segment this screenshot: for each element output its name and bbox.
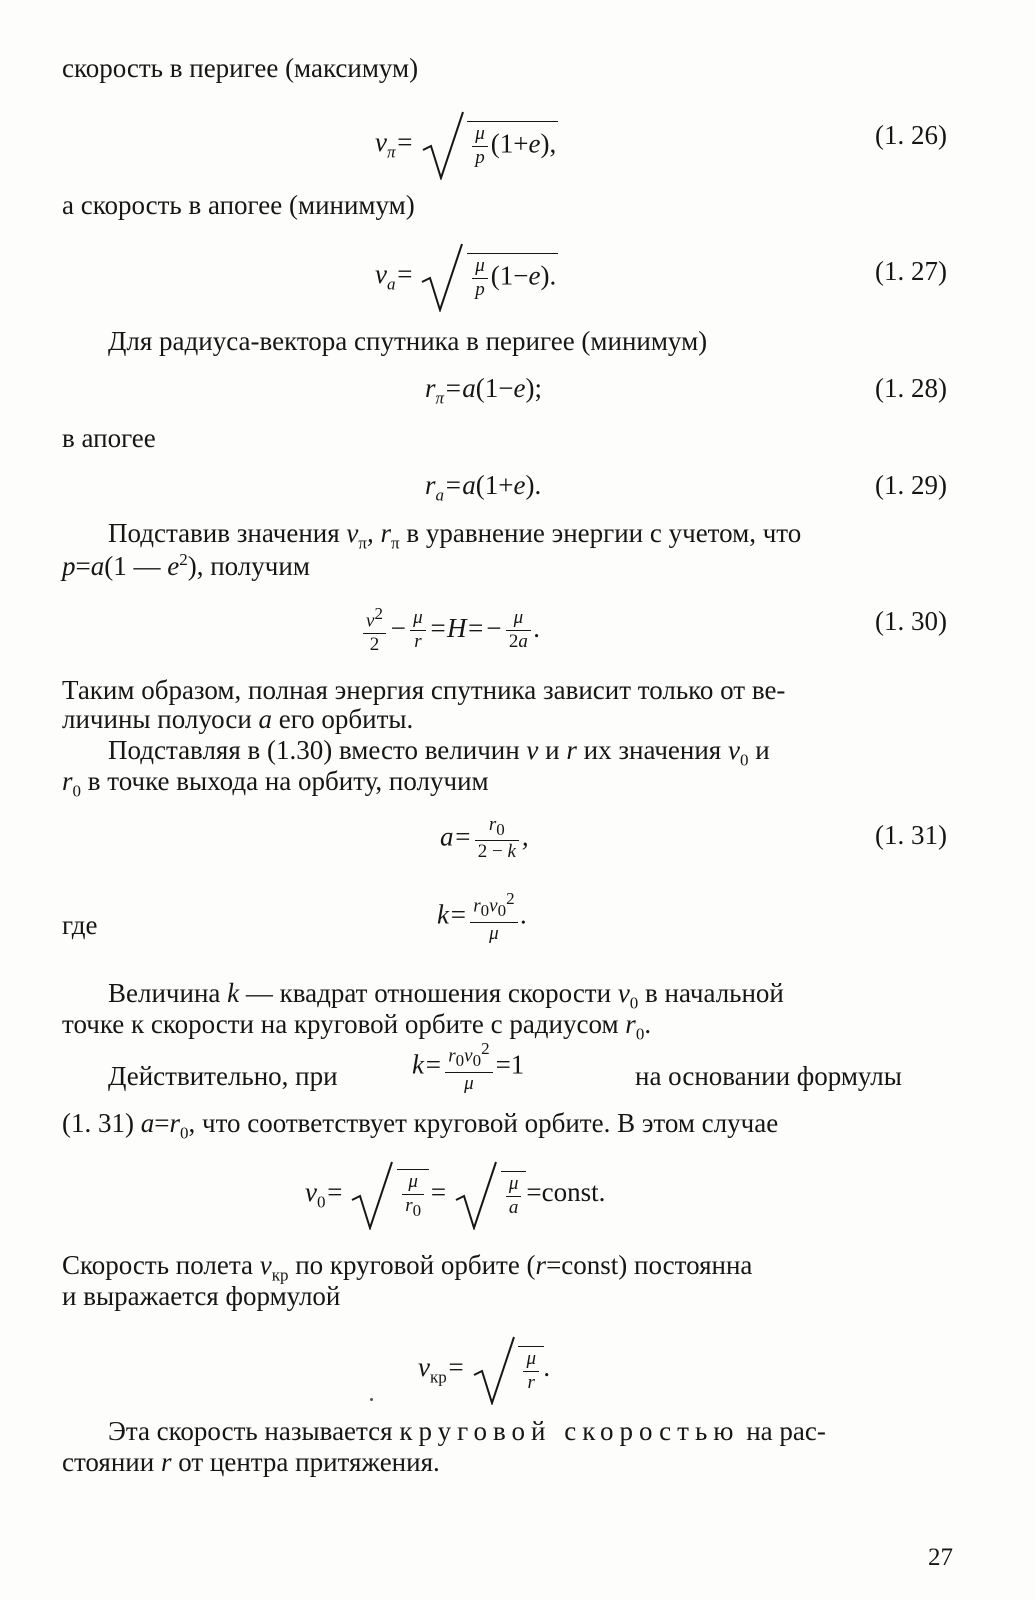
text-segment: стоянии bbox=[62, 1447, 155, 1477]
text-segment: их значения bbox=[583, 735, 722, 765]
text-line: личины полуоси a его орбиты. bbox=[62, 704, 414, 734]
equation-v0-const: $v_0=$ $\frac{\mu}{r_0}$ = $\frac{\mu}{a}$ =const. bbox=[305, 1160, 605, 1230]
equation-k: k= $\frac{r_0v_0^2}{\mu}$ . bbox=[437, 889, 528, 944]
text-line: скорость в перигее (максимум) bbox=[62, 53, 419, 83]
equation-1-30: $\frac{v^2}{2}$ − $\frac{\mu}{r}$ =H=− $\frac{\mu}{2a}$ . bbox=[360, 605, 541, 656]
text-line: в апогее bbox=[62, 423, 156, 453]
text-segment: (1. 31) bbox=[62, 1108, 134, 1138]
sqrt-symbol: $\frac{\mu}{r}$ bbox=[472, 1335, 544, 1405]
equation-1-27: $v_a=$ $\frac{\mu}{p}$ (1−e). bbox=[375, 242, 558, 312]
equation-1-31: a= $\frac{r_0}{2 - k}$ , bbox=[440, 814, 529, 863]
text-line: Подставив значения $v_\pi$, $r_\pi$ в уравнение энергии с учетом, что bbox=[108, 518, 802, 553]
text-line: Подставляя в (1.30) вместо величин v и r их значения $v_0$ и bbox=[108, 735, 770, 770]
text-segment: на рас- bbox=[746, 1416, 826, 1446]
text-segment: и bbox=[545, 735, 560, 765]
text-line: $r_0$ в точке выхода на орбиту, получим bbox=[62, 766, 489, 801]
sqrt-symbol: $\frac{\mu}{a}$ bbox=[454, 1160, 526, 1230]
sqrt-symbol: $\frac{\mu}{p}$ (1−e). bbox=[420, 242, 558, 312]
text-segment: ) постоянна bbox=[618, 1250, 753, 1280]
text-segment: его орбиты. bbox=[278, 704, 414, 734]
text-line: на основании формулы bbox=[635, 1061, 902, 1091]
text-segment: точке к скорости на круговой орбите с радиусом bbox=[62, 1009, 619, 1039]
text-line: Величина k — квадрат отношения скорости $v_0$ в начальной bbox=[108, 978, 784, 1013]
text-line: где bbox=[62, 910, 98, 940]
text-line: (1. 31) $a=r_0$, что соответствует круговой орбите. В этом случае bbox=[62, 1108, 779, 1143]
text-segment: от центра притяжения. bbox=[178, 1447, 440, 1477]
equation-v-kr: $v_{кр}=$ $\frac{\mu}{r}$ . bbox=[418, 1335, 551, 1405]
equation-number: (1. 29) bbox=[875, 470, 947, 500]
text-line: и выражается формулой bbox=[62, 1281, 341, 1311]
text-line: Для радиуса-вектора спутника в перигее (минимум) bbox=[108, 326, 708, 356]
text-segment: Скорость полета bbox=[62, 1250, 253, 1280]
text-segment: Подставив значения bbox=[108, 518, 340, 548]
text-line bbox=[108, 1418, 826, 1445]
sqrt-symbol: $\frac{\mu}{p}$ (1+e), bbox=[421, 110, 559, 180]
text-segment: Подставляя в (1.30) вместо величин bbox=[108, 735, 520, 765]
text-segment: Эта скорость называется bbox=[108, 1416, 393, 1446]
text-segment: в уравнение энергии с учетом, что bbox=[406, 518, 802, 548]
text-segment: и bbox=[755, 735, 770, 765]
text-line: стоянии r от центра притяжения. bbox=[62, 1447, 440, 1477]
equation-number: (1. 31) bbox=[875, 820, 947, 850]
text-segment-spaced: круговой скоростью bbox=[399, 1416, 740, 1446]
page-number: 27 bbox=[928, 1544, 953, 1571]
text-segment: в начальной bbox=[645, 978, 784, 1008]
text-line: точке к скорости на круговой орбите с радиусом $r_0$. bbox=[62, 1009, 652, 1044]
equation-k-equals-1: k= $\frac{r_0v_0^2}{\mu}$ =1 bbox=[412, 1039, 525, 1094]
print-speck bbox=[370, 1398, 373, 1401]
text-line: а скорость в апогее (минимум) bbox=[62, 190, 415, 220]
text-segment: в точке выхода на орбиту, получим bbox=[87, 766, 489, 796]
equation-1-26: $v_\pi=$ $\frac{\mu}{p}$ (1+e), bbox=[375, 110, 558, 180]
text-segment: — квадрат отношения скорости bbox=[245, 978, 612, 1008]
equation-1-29: $r_a=a(1+e)$. bbox=[425, 470, 542, 505]
text-line: Действительно, при bbox=[108, 1061, 338, 1091]
text-segment: , получим bbox=[196, 551, 310, 581]
text-line: Скорость полета $v_{кр}$ по круговой орбите (r=const) постоянна bbox=[62, 1250, 753, 1285]
text-segment: Величина bbox=[108, 978, 221, 1008]
equation-number: (1. 28) bbox=[875, 373, 947, 403]
equation-number: (1. 26) bbox=[875, 120, 947, 150]
equation-number: (1. 30) bbox=[875, 606, 947, 636]
text-segment: личины полуоси bbox=[62, 704, 252, 734]
text-line: Таким образом, полная энергия спутника зависит только от ве- bbox=[62, 675, 786, 705]
sqrt-symbol: $\frac{\mu}{r_0}$ bbox=[350, 1160, 429, 1230]
text-segment: , что соответствует круговой орбите. В этом случае bbox=[188, 1108, 779, 1138]
equation-1-28: $r_\pi=a(1-e)$; bbox=[425, 373, 542, 408]
text-segment: по круговой орбите ( bbox=[295, 1250, 536, 1280]
equation-number: (1. 27) bbox=[875, 256, 947, 286]
text-line: p=a(1 — $e^2$), получим bbox=[62, 550, 310, 581]
